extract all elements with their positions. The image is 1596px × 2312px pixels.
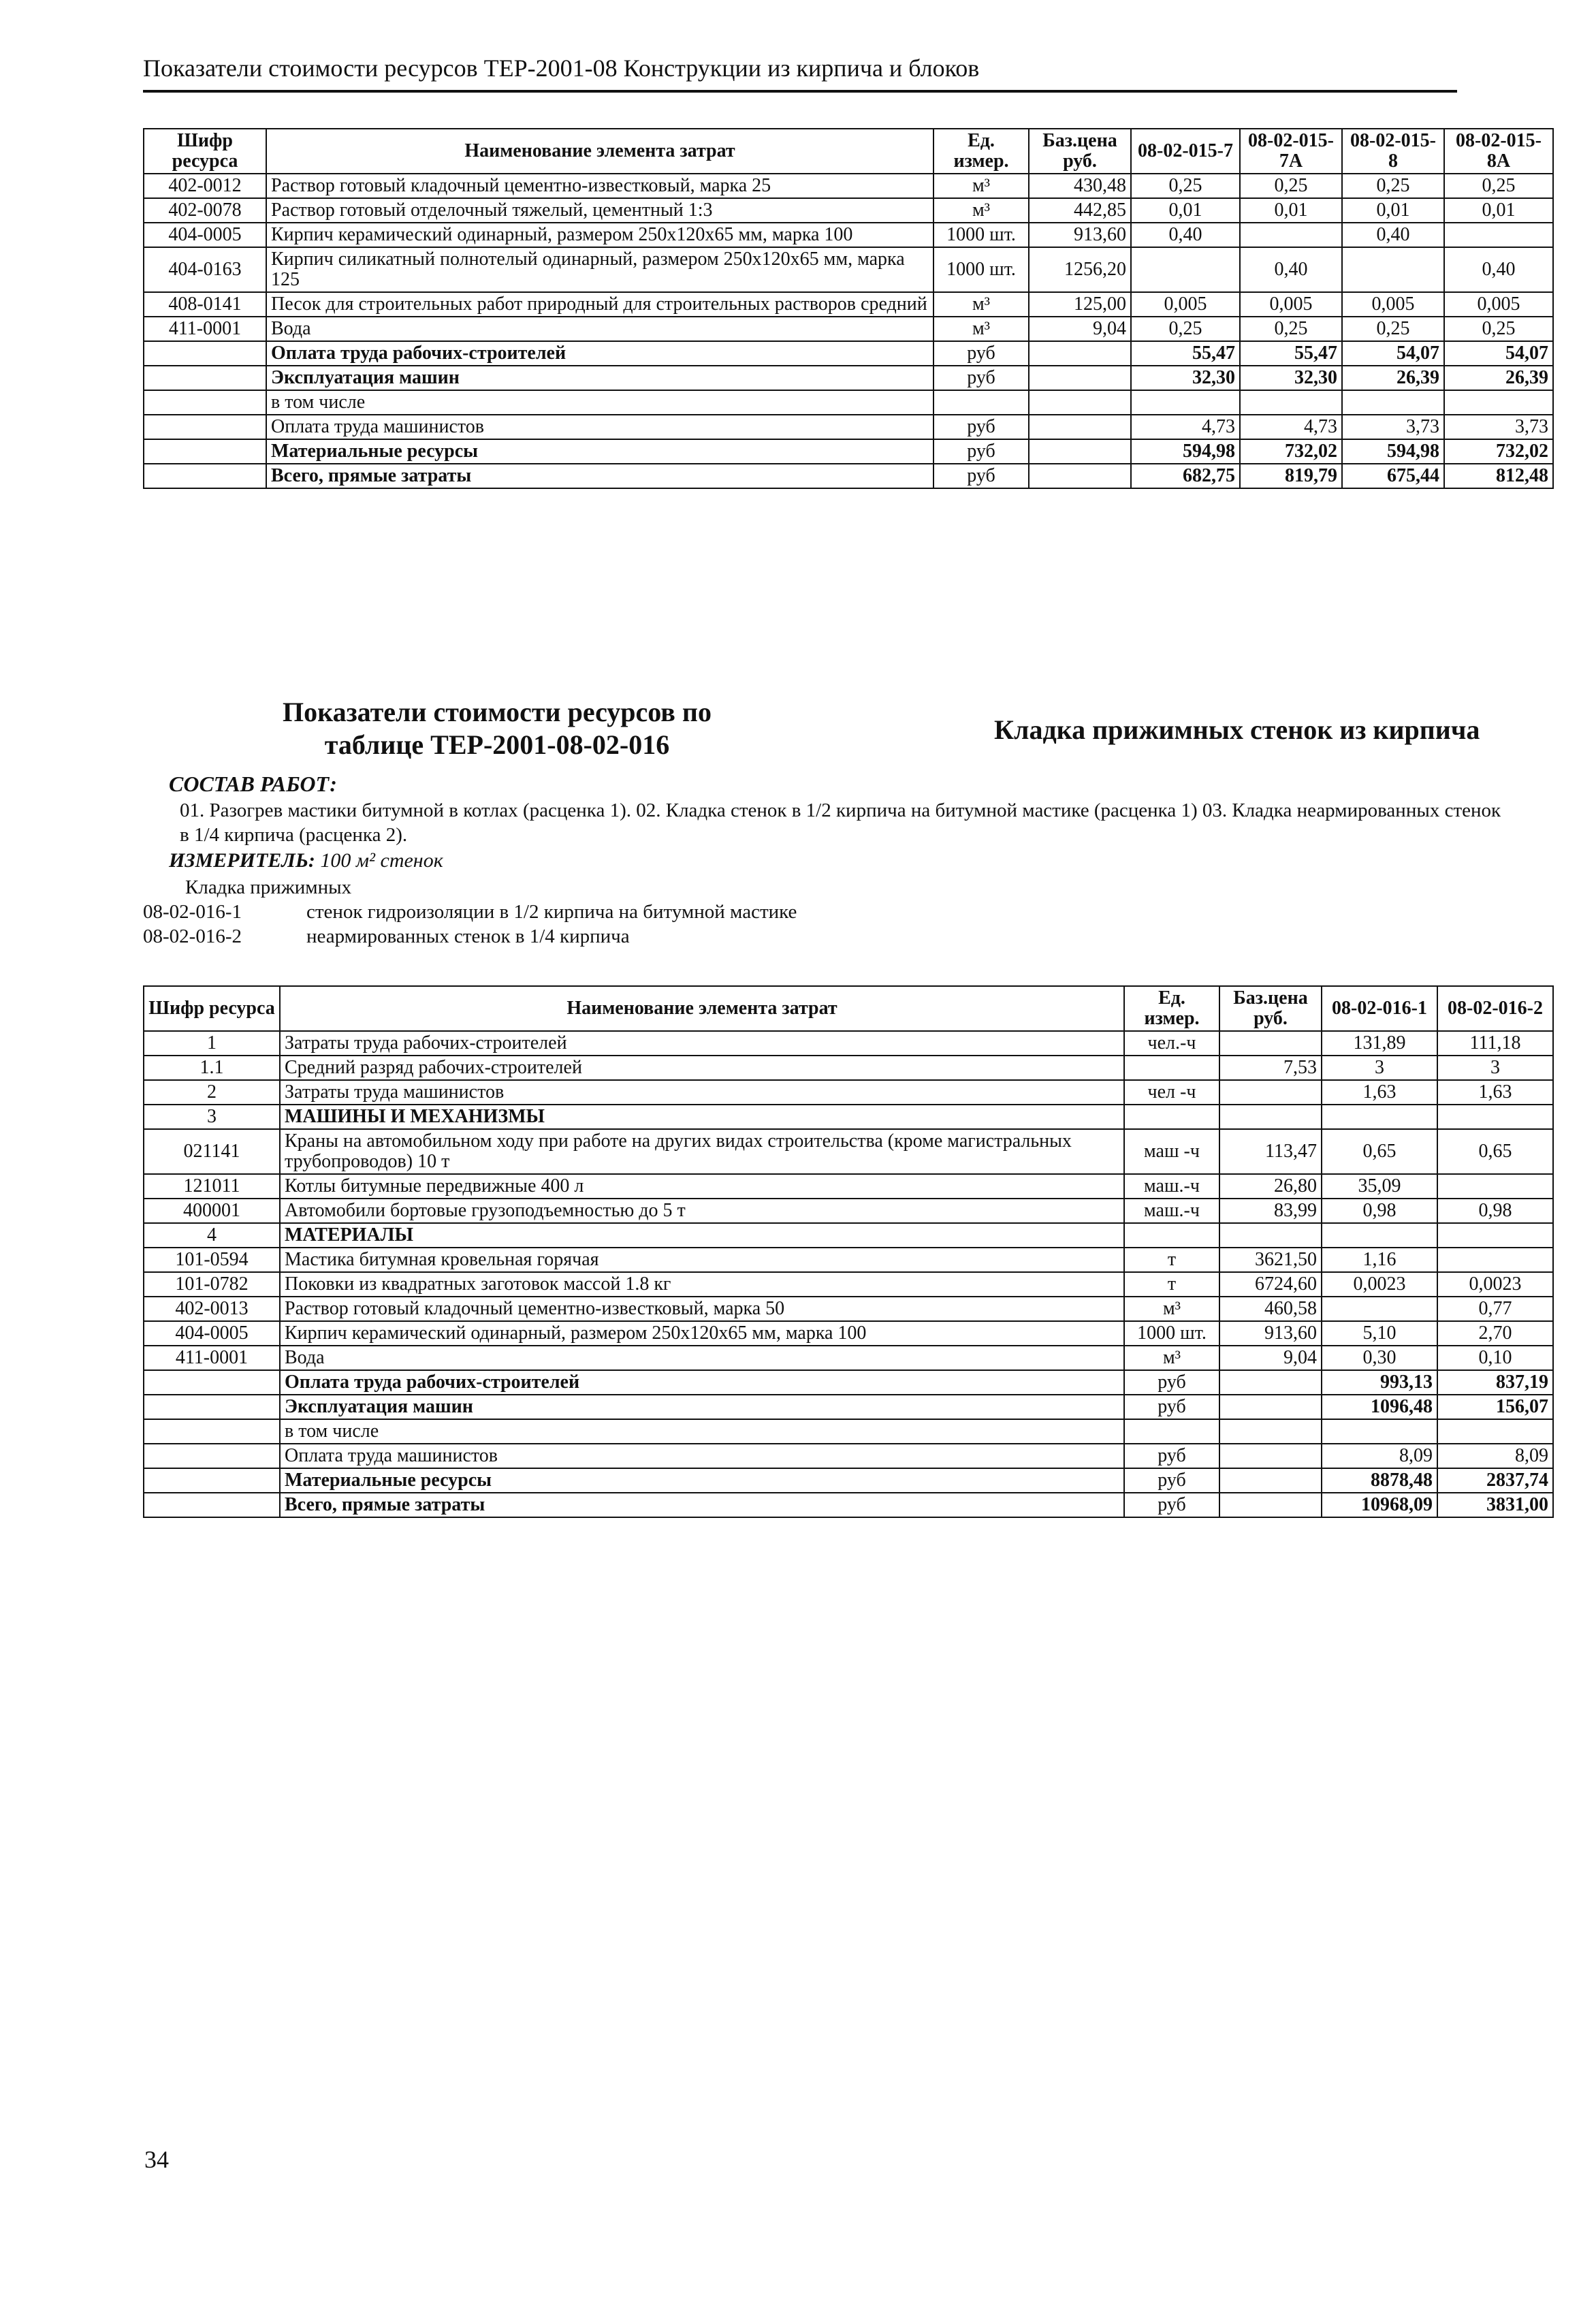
resource-code-cell: 402-0078 <box>144 198 266 223</box>
unit-cell: руб <box>1124 1468 1219 1493</box>
summary-row <box>144 1444 1553 1468</box>
value-cell <box>1437 1419 1553 1444</box>
value-cell: 1,16 <box>1322 1248 1437 1272</box>
resource-code-cell: 404-0163 <box>144 247 266 292</box>
empty-cell <box>144 390 266 415</box>
summary-row <box>144 415 1553 439</box>
empty-cell <box>1219 1395 1322 1419</box>
value-cell: 0,98 <box>1322 1199 1437 1223</box>
resource-name-cell: Раствор готовый отделочный тяжелый, цементный 1:3 <box>266 198 933 223</box>
value-cell: 812,48 <box>1444 464 1553 488</box>
summary-label-cell: Эксплуатация машин <box>266 366 933 390</box>
price-cell <box>1219 1031 1322 1056</box>
value-cell <box>1444 390 1553 415</box>
value-cell: 0,25 <box>1342 174 1444 198</box>
empty-cell <box>144 439 266 464</box>
price-cell: 9,04 <box>1219 1346 1322 1370</box>
col-name-header: Наименование элемента затрат <box>266 129 933 174</box>
page-header: Показатели стоимости ресурсов ТЕР-2001-08 Конструкции из кирпича и блоков <box>143 53 1457 93</box>
unit-cell: чел -ч <box>1124 1080 1219 1105</box>
unit-cell: руб <box>933 341 1029 366</box>
price-cell: 125,00 <box>1029 292 1131 317</box>
summary-label-cell: Оплата труда машинистов <box>280 1444 1124 1468</box>
price-cell: 460,58 <box>1219 1297 1322 1321</box>
value-cell: 0,77 <box>1437 1297 1553 1321</box>
value-cell: 54,07 <box>1444 341 1553 366</box>
price-cell: 442,85 <box>1029 198 1131 223</box>
price-cell: 3621,50 <box>1219 1248 1322 1272</box>
resource-name-cell: Вода <box>266 317 933 341</box>
unit-cell <box>1124 1419 1219 1444</box>
value-cell: 54,07 <box>1342 341 1444 366</box>
resource-code-cell: 400001 <box>144 1199 280 1223</box>
empty-cell <box>144 1493 280 1517</box>
unit-cell: руб <box>1124 1493 1219 1517</box>
table-row <box>144 317 1553 341</box>
col-rate-header: 08-02-015-7А <box>1240 129 1342 174</box>
summary-label-cell: в том числе <box>266 390 933 415</box>
empty-cell <box>144 1468 280 1493</box>
resource-name-cell: МАТЕРИАЛЫ <box>280 1223 1124 1248</box>
table-row <box>144 1321 1553 1346</box>
empty-cell <box>1029 464 1131 488</box>
resource-name-cell: Раствор готовый кладочный цементно-известковый, марка 25 <box>266 174 933 198</box>
unit-cell: 1000 шт. <box>933 223 1029 247</box>
empty-cell <box>1029 415 1131 439</box>
resource-code-cell: 402-0012 <box>144 174 266 198</box>
col-rate-header: 08-02-015-8А <box>1444 129 1553 174</box>
page-number: 34 <box>144 2146 169 2173</box>
summary-row <box>144 1493 1553 1517</box>
value-cell: 594,98 <box>1342 439 1444 464</box>
unit-cell: м³ <box>1124 1346 1219 1370</box>
unit-cell: м³ <box>933 198 1029 223</box>
summary-row <box>144 1468 1553 1493</box>
table-row <box>144 1174 1553 1199</box>
col-rate-header: 08-02-016-2 <box>1437 986 1553 1031</box>
unit-cell: м³ <box>933 317 1029 341</box>
value-cell: 0,25 <box>1131 317 1240 341</box>
measure-unit <box>169 849 443 872</box>
value-cell: 10968,09 <box>1322 1493 1437 1517</box>
value-cell: 732,02 <box>1240 439 1342 464</box>
summary-row <box>144 1419 1553 1444</box>
value-cell <box>1444 223 1553 247</box>
value-cell: 0,005 <box>1131 292 1240 317</box>
resource-name-cell: Кирпич силикатный полнотелый одинарный, размером 250х120х65 мм, марка 125 <box>266 247 933 292</box>
resource-name-cell: Средний разряд рабочих-строителей <box>280 1056 1124 1080</box>
value-cell: 32,30 <box>1240 366 1342 390</box>
summary-row <box>144 1395 1553 1419</box>
resource-name-cell: Кирпич керамический одинарный, размером 250х120х65 мм, марка 100 <box>280 1321 1124 1346</box>
value-cell: 8,09 <box>1437 1444 1553 1468</box>
empty-cell <box>144 1370 280 1395</box>
price-cell: 913,60 <box>1029 223 1131 247</box>
resource-code-cell: 021141 <box>144 1129 280 1174</box>
table-row <box>144 1105 1553 1129</box>
value-cell: 819,79 <box>1240 464 1342 488</box>
table-row <box>144 223 1553 247</box>
value-cell: 4,73 <box>1131 415 1240 439</box>
col-price-header: Баз.цена руб. <box>1029 129 1131 174</box>
empty-cell <box>1029 390 1131 415</box>
price-cell: 83,99 <box>1219 1199 1322 1223</box>
value-cell: 0,40 <box>1342 223 1444 247</box>
unit-cell: руб <box>1124 1444 1219 1468</box>
table-row <box>144 247 1553 292</box>
price-cell: 6724,60 <box>1219 1272 1322 1297</box>
empty-cell <box>144 1444 280 1468</box>
value-cell: 0,01 <box>1131 198 1240 223</box>
value-cell: 0,0023 <box>1437 1272 1553 1297</box>
unit-cell: маш -ч <box>1124 1129 1219 1174</box>
value-cell: 1096,48 <box>1322 1395 1437 1419</box>
price-cell: 430,48 <box>1029 174 1131 198</box>
summary-row <box>144 464 1553 488</box>
table-row <box>144 1297 1553 1321</box>
col-rate-header: 08-02-015-7 <box>1131 129 1240 174</box>
value-cell: 1,63 <box>1322 1080 1437 1105</box>
resource-code-cell: 408-0141 <box>144 292 266 317</box>
value-cell: 32,30 <box>1131 366 1240 390</box>
value-cell: 993,13 <box>1322 1370 1437 1395</box>
value-cell: 8,09 <box>1322 1444 1437 1468</box>
table-header-row <box>144 986 1553 1031</box>
value-cell <box>1342 390 1444 415</box>
resource-name-cell: Затраты труда рабочих-строителей <box>280 1031 1124 1056</box>
resource-cost-table-015 <box>143 128 1554 489</box>
col-code-header: Шифр ресурса <box>144 986 280 1031</box>
value-cell <box>1342 247 1444 292</box>
rate-group-caption: Кладка прижимных <box>185 876 352 898</box>
col-code-header: Шифр ресурса <box>144 129 266 174</box>
col-name-header: Наименование элемента затрат <box>280 986 1124 1031</box>
value-cell: 0,65 <box>1437 1129 1553 1174</box>
work-composition-label: СОСТАВ РАБОТ: <box>169 772 337 796</box>
value-cell: 594,98 <box>1131 439 1240 464</box>
value-cell: 0,25 <box>1444 174 1553 198</box>
price-cell: 26,80 <box>1219 1174 1322 1199</box>
rate-description: неармированных стенок в 1/4 кирпича <box>306 925 630 947</box>
value-cell: 0,01 <box>1444 198 1553 223</box>
unit-cell: м³ <box>1124 1297 1219 1321</box>
value-cell: 0,25 <box>1342 317 1444 341</box>
unit-cell: маш.-ч <box>1124 1199 1219 1223</box>
value-cell: 4,73 <box>1240 415 1342 439</box>
unit-cell: руб <box>1124 1395 1219 1419</box>
unit-cell <box>1124 1223 1219 1248</box>
measure-unit-label: ИЗМЕРИТЕЛЬ: <box>169 849 315 872</box>
value-cell: 0,25 <box>1444 317 1553 341</box>
summary-row <box>144 439 1553 464</box>
table-row <box>144 174 1553 198</box>
value-cell: 0,25 <box>1131 174 1240 198</box>
summary-row <box>144 390 1553 415</box>
value-cell: 0,40 <box>1131 223 1240 247</box>
value-cell: 3,73 <box>1342 415 1444 439</box>
resource-name-cell: Кирпич керамический одинарный, размером 250х120х65 мм, марка 100 <box>266 223 933 247</box>
unit-cell: руб <box>933 366 1029 390</box>
value-cell: 0,30 <box>1322 1346 1437 1370</box>
col-unit-header: Ед. измер. <box>1124 986 1219 1031</box>
value-cell: 0,01 <box>1240 198 1342 223</box>
value-cell: 55,47 <box>1131 341 1240 366</box>
unit-cell: 1000 шт. <box>1124 1321 1219 1346</box>
rate-code: 08-02-016-2 <box>143 925 242 947</box>
unit-cell: м³ <box>933 174 1029 198</box>
value-cell <box>1437 1248 1553 1272</box>
empty-cell <box>1219 1468 1322 1493</box>
empty-cell <box>1029 366 1131 390</box>
summary-label-cell: Материальные ресурсы <box>266 439 933 464</box>
value-cell <box>1437 1223 1553 1248</box>
unit-cell: руб <box>933 464 1029 488</box>
value-cell: 0,0023 <box>1322 1272 1437 1297</box>
resource-code-cell: 3 <box>144 1105 280 1129</box>
price-cell: 9,04 <box>1029 317 1131 341</box>
resource-name-cell: Мастика битумная кровельная горячая <box>280 1248 1124 1272</box>
value-cell: 837,19 <box>1437 1370 1553 1395</box>
unit-cell: т <box>1124 1272 1219 1297</box>
col-rate-header: 08-02-015-8 <box>1342 129 1444 174</box>
value-cell: 26,39 <box>1342 366 1444 390</box>
value-cell <box>1322 1223 1437 1248</box>
rate-code-line <box>143 925 630 948</box>
table-row <box>144 292 1553 317</box>
rate-description: стенок гидроизоляции в 1/2 кирпича на битумной мастике <box>306 901 797 923</box>
empty-cell <box>144 1395 280 1419</box>
summary-label-cell: Оплата труда машинистов <box>266 415 933 439</box>
resource-name-cell: МАШИНЫ И МЕХАНИЗМЫ <box>280 1105 1124 1129</box>
table-row <box>144 198 1553 223</box>
price-cell: 113,47 <box>1219 1129 1322 1174</box>
summary-label-cell: Всего, прямые затраты <box>280 1493 1124 1517</box>
resource-code-cell: 2 <box>144 1080 280 1105</box>
value-cell: 675,44 <box>1342 464 1444 488</box>
empty-cell <box>144 464 266 488</box>
value-cell: 0,25 <box>1240 317 1342 341</box>
value-cell: 0,65 <box>1322 1129 1437 1174</box>
empty-cell <box>144 1419 280 1444</box>
resource-code-cell: 404-0005 <box>144 1321 280 1346</box>
rate-code-line <box>143 901 797 923</box>
measure-unit-value: 100 м² стенок <box>320 849 443 872</box>
col-unit-header: Ед. измер. <box>933 129 1029 174</box>
resource-code-cell: 101-0782 <box>144 1272 280 1297</box>
value-cell: 111,18 <box>1437 1031 1553 1056</box>
unit-cell: м³ <box>933 292 1029 317</box>
empty-cell <box>1219 1419 1322 1444</box>
price-cell: 1256,20 <box>1029 247 1131 292</box>
value-cell: 5,10 <box>1322 1321 1437 1346</box>
value-cell <box>1437 1105 1553 1129</box>
resource-name-cell: Затраты труда машинистов <box>280 1080 1124 1105</box>
summary-row <box>144 366 1553 390</box>
price-cell <box>1219 1080 1322 1105</box>
empty-cell <box>1219 1370 1322 1395</box>
value-cell: 0,005 <box>1444 292 1553 317</box>
resource-name-cell: Краны на автомобильном ходу при работе на других видах строительства (кроме магистральных трубопроводов) 10 т <box>280 1129 1124 1174</box>
section-subtitle: Кладка прижимных стенок из кирпича <box>994 714 1480 745</box>
summary-row <box>144 1370 1553 1395</box>
price-cell <box>1219 1105 1322 1129</box>
resource-name-cell: Автомобили бортовые грузоподъемностью до 5 т <box>280 1199 1124 1223</box>
value-cell: 0,005 <box>1342 292 1444 317</box>
value-cell <box>1322 1419 1437 1444</box>
value-cell: 0,98 <box>1437 1199 1553 1223</box>
summary-label-cell: Оплата труда рабочих-строителей <box>266 341 933 366</box>
resource-name-cell: Раствор готовый кладочный цементно-известковый, марка 50 <box>280 1297 1124 1321</box>
price-cell: 7,53 <box>1219 1056 1322 1080</box>
value-cell <box>1322 1297 1437 1321</box>
resource-code-cell: 101-0594 <box>144 1248 280 1272</box>
value-cell <box>1240 390 1342 415</box>
resource-name-cell: Поковки из квадратных заготовок массой 1.8 кг <box>280 1272 1124 1297</box>
value-cell: 8878,48 <box>1322 1468 1437 1493</box>
price-cell <box>1219 1223 1322 1248</box>
rate-code: 08-02-016-1 <box>143 901 242 923</box>
resource-code-cell: 1 <box>144 1031 280 1056</box>
col-price-header: Баз.цена руб. <box>1219 986 1322 1031</box>
value-cell: 3 <box>1437 1056 1553 1080</box>
resource-name-cell: Котлы битумные передвижные 400 л <box>280 1174 1124 1199</box>
summary-label-cell: Оплата труда рабочих-строителей <box>280 1370 1124 1395</box>
unit-cell: руб <box>933 415 1029 439</box>
unit-cell <box>1124 1105 1219 1129</box>
unit-cell: т <box>1124 1248 1219 1272</box>
value-cell: 0,01 <box>1342 198 1444 223</box>
value-cell: 3,73 <box>1444 415 1553 439</box>
resource-code-cell: 404-0005 <box>144 223 266 247</box>
value-cell: 0,25 <box>1240 174 1342 198</box>
unit-cell: руб <box>933 439 1029 464</box>
value-cell <box>1437 1174 1553 1199</box>
table-row <box>144 1248 1553 1272</box>
table-row <box>144 1056 1553 1080</box>
empty-cell <box>1029 439 1131 464</box>
summary-label-cell: Всего, прямые затраты <box>266 464 933 488</box>
value-cell <box>1131 390 1240 415</box>
value-cell: 35,09 <box>1322 1174 1437 1199</box>
table-row <box>144 1272 1553 1297</box>
value-cell: 3831,00 <box>1437 1493 1553 1517</box>
value-cell: 0,005 <box>1240 292 1342 317</box>
empty-cell <box>144 415 266 439</box>
table-row <box>144 1080 1553 1105</box>
value-cell: 732,02 <box>1444 439 1553 464</box>
resource-cost-table-016 <box>143 985 1554 1518</box>
unit-cell: чел.-ч <box>1124 1031 1219 1056</box>
col-rate-header: 08-02-016-1 <box>1322 986 1437 1031</box>
price-cell: 913,60 <box>1219 1321 1322 1346</box>
resource-code-cell: 411-0001 <box>144 1346 280 1370</box>
empty-cell <box>1029 341 1131 366</box>
value-cell: 26,39 <box>1444 366 1553 390</box>
summary-label-cell: Эксплуатация машин <box>280 1395 1124 1419</box>
section-title: Показатели стоимости ресурсов по таблице ТЕР-2001-08-02-016 <box>283 697 712 760</box>
table-row <box>144 1199 1553 1223</box>
unit-cell: 1000 шт. <box>933 247 1029 292</box>
value-cell: 0,40 <box>1240 247 1342 292</box>
table-header-row <box>144 129 1553 174</box>
value-cell <box>1131 247 1240 292</box>
value-cell: 682,75 <box>1131 464 1240 488</box>
summary-label-cell: Материальные ресурсы <box>280 1468 1124 1493</box>
resource-code-cell: 1.1 <box>144 1056 280 1080</box>
resource-code-cell: 411-0001 <box>144 317 266 341</box>
table-row <box>144 1223 1553 1248</box>
table-row <box>144 1129 1553 1174</box>
value-cell: 1,63 <box>1437 1080 1553 1105</box>
unit-cell <box>933 390 1029 415</box>
value-cell <box>1322 1105 1437 1129</box>
summary-label-cell: в том числе <box>280 1419 1124 1444</box>
table-row <box>144 1346 1553 1370</box>
resource-code-cell: 4 <box>144 1223 280 1248</box>
resource-code-cell: 402-0013 <box>144 1297 280 1321</box>
empty-cell <box>144 341 266 366</box>
value-cell: 0,10 <box>1437 1346 1553 1370</box>
value-cell: 2837,74 <box>1437 1468 1553 1493</box>
value-cell <box>1240 223 1342 247</box>
resource-name-cell: Вода <box>280 1346 1124 1370</box>
value-cell: 3 <box>1322 1056 1437 1080</box>
value-cell: 0,40 <box>1444 247 1553 292</box>
work-composition-text: 01. Разогрев мастики битумной в котлах (расценка 1). 02. Кладка стенок в 1/2 кирпича на битумной мастике (расценка 1) 03. Кладка неармированных стенок в 1/4 кирпича (расценка 2). <box>180 799 1501 846</box>
empty-cell <box>1219 1493 1322 1517</box>
value-cell: 156,07 <box>1437 1395 1553 1419</box>
resource-code-cell: 121011 <box>144 1174 280 1199</box>
value-cell: 2,70 <box>1437 1321 1553 1346</box>
unit-cell <box>1124 1056 1219 1080</box>
unit-cell: маш.-ч <box>1124 1174 1219 1199</box>
value-cell: 131,89 <box>1322 1031 1437 1056</box>
table-row <box>144 1031 1553 1056</box>
empty-cell <box>144 366 266 390</box>
empty-cell <box>1219 1444 1322 1468</box>
value-cell: 55,47 <box>1240 341 1342 366</box>
summary-row <box>144 341 1553 366</box>
unit-cell: руб <box>1124 1370 1219 1395</box>
resource-name-cell: Песок для строительных работ природный для строительных растворов средний <box>266 292 933 317</box>
